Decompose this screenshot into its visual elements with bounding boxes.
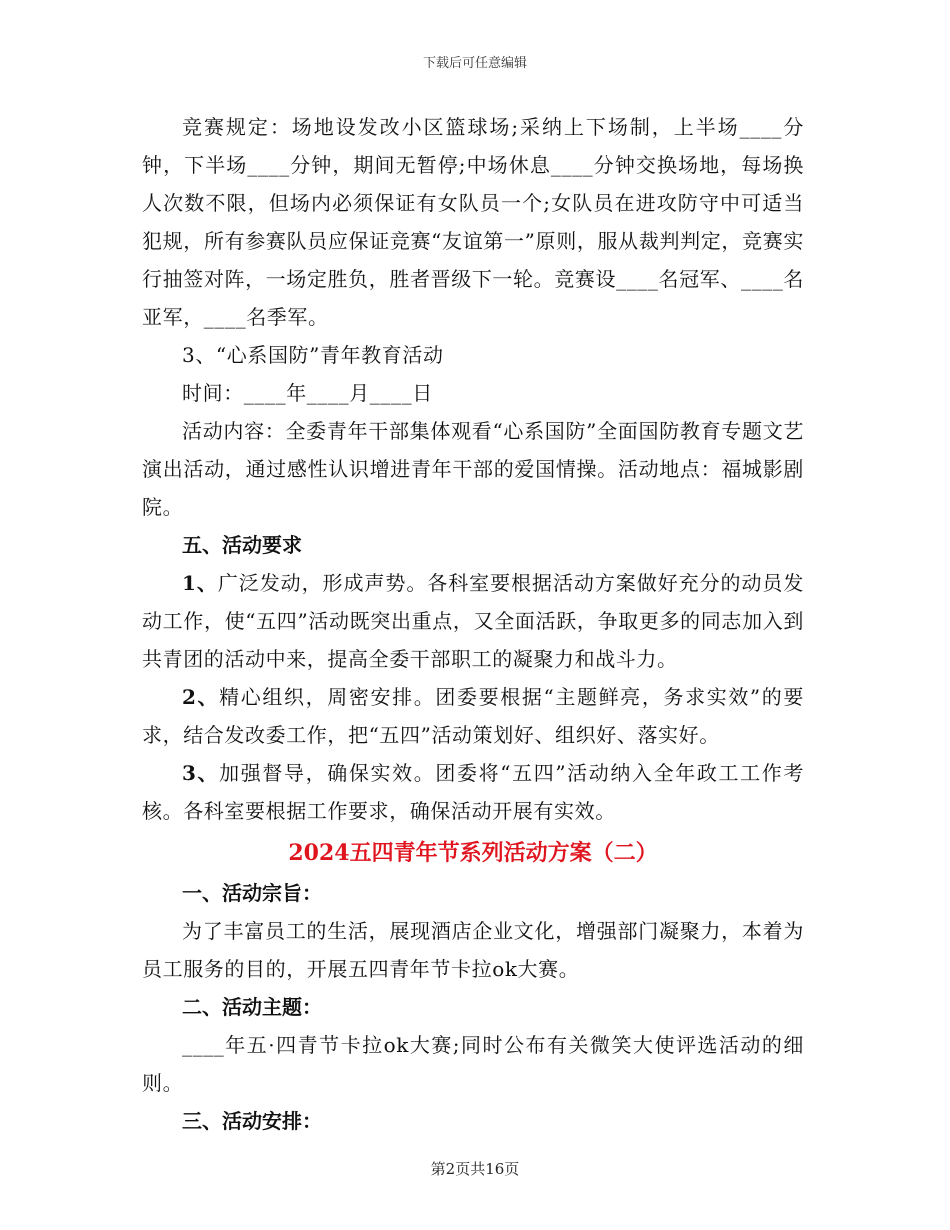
requirement-2-number: 2、 <box>182 685 220 709</box>
requirement-1-number: 1、 <box>182 571 218 595</box>
theme-paragraph: ____年五·四青节卡拉ok大赛;同时公布有关微笑大使评选活动的细则。 <box>142 1033 804 1095</box>
activity-3-title: 3、“心系国防”青年教育活动 <box>182 343 444 367</box>
requirement-2-text: 精心组织，周密安排。团委要根据“主题鲜亮，务求实效”的要求，结合发改委工作，把“五四”活动策划好、组织好、落实好。 <box>142 685 805 747</box>
competition-rules-paragraph: 竞赛规定：场地设发改小区篮球场;采纳上下场制，上半场____分钟，下半场____分钟，期间无暂停;中场休息____分钟交换场地，每场换人次数不限，但场内必须保证有女队员一个;女队员在进攻防守中可适当犯规，所有参赛队员应保证竞赛“友谊第一”原则，服从裁判判定，竞赛实行抽签对阵，一场定胜负，胜者晋级下一轮。竞赛设____名冠军、____名亚军，____名季军。 <box>142 115 804 329</box>
requirement-3-text: 加强督导，确保实效。团委将“五四”活动纳入全年政工工作考核。各科室要根据工作要求，确保活动开展有实效。 <box>142 761 805 823</box>
theme-heading: 二、活动主题： <box>182 995 322 1019</box>
page-footer: 第2页共16页 <box>430 1160 520 1178</box>
requirement-2 <box>142 678 804 754</box>
activity-3-time: 时间：____年____月____日 <box>182 381 433 405</box>
section-5-heading: 五、活动要求 <box>182 533 302 557</box>
activity-3-content: 活动内容：全委青年干部集体观看“心系国防”全面国防教育专题文艺演出活动，通过感性认识增进青年干部的爱国情操。活动地点：福城影剧院。 <box>142 419 804 519</box>
requirement-3 <box>142 754 804 830</box>
requirement-3-number: 3、 <box>182 761 220 785</box>
requirement-1 <box>142 564 804 678</box>
purpose-paragraph: 为了丰富员工的生活，展现酒店企业文化，增强部门凝聚力，本着为员工服务的目的，开展五四青年节卡拉ok大赛。 <box>142 919 804 981</box>
page-header: 下载后可任意编辑 <box>422 56 527 71</box>
arrangement-heading: 三、活动安排： <box>182 1109 322 1133</box>
requirement-1-text: 广泛发动，形成声势。各科室要根据活动方案做好充分的动员发动工作，使“五四”活动既突出重点，又全面活跃，争取更多的同志加入到共青团的活动中来，提高全委干部职工的凝聚力和战斗力。 <box>142 571 804 671</box>
section-title: 2024五四青年节系列活动方案（二） <box>288 840 658 866</box>
purpose-heading: 一、活动宗旨： <box>182 881 322 905</box>
document-body <box>142 108 804 1140</box>
